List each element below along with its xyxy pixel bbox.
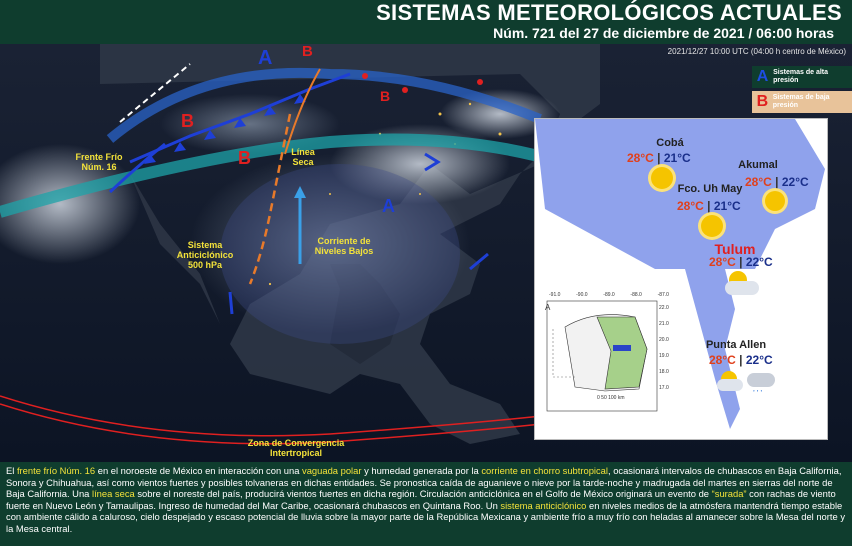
lat-ticks	[659, 305, 669, 391]
temp-max: 28°C	[709, 255, 736, 269]
legend-item-high-pressure	[752, 66, 852, 88]
legend-label: Sistemas de alta presión	[773, 69, 829, 84]
temp-separator: |	[775, 175, 779, 189]
text-segment: sobre el noreste del país, producirá vientos fuertes en dicha región. Circulación anticiclónica en el Golfo de México originará un evento de	[134, 488, 712, 500]
label-linea-seca: Línea Seca	[291, 147, 315, 167]
rain-icon	[717, 369, 777, 399]
highlight-sistema-anticiclonico: sistema anticiclónico	[500, 499, 587, 511]
header-bar	[0, 0, 852, 44]
temp-max: 28°C	[709, 353, 736, 367]
highlight-frente-frio: frente frío Núm. 16	[16, 465, 96, 476]
lon-ticks	[549, 292, 669, 298]
temp-min: 22°C	[781, 175, 809, 189]
cloud-part	[747, 373, 775, 387]
city-punta-allen: Punta Allen	[705, 339, 767, 351]
label-sistema-anticiclonico: Sistema Anticiclónico 500 hPa	[176, 240, 234, 270]
study-area-highlight	[613, 345, 631, 351]
text-segment: El	[6, 465, 17, 476]
high-pressure-icon: A	[756, 68, 769, 85]
cloud-part	[725, 281, 759, 295]
quintana-roo-inset	[534, 118, 828, 440]
high-pressure-symbol: A	[382, 196, 395, 216]
lat-tick: 17.0	[659, 385, 669, 391]
page-title: SISTEMAS METEOROLÓGICOS ACTUALES	[376, 0, 842, 25]
partly-cloudy-icon	[725, 271, 759, 297]
legend-label: Sistemas de baja presión	[772, 94, 830, 109]
raindrops: ’ ’ ’	[753, 389, 763, 398]
highlight-surada: “surada”	[711, 488, 747, 500]
label-corriente-niveles-bajos: Corriente de Niveles Bajos	[314, 236, 374, 256]
temp-separator: |	[739, 255, 743, 269]
image-timestamp: 2021/12/27 10:00 UTC (04:00 h centro de México)	[667, 47, 846, 56]
text-segment: , ocasionará intervalos de chubascos en Baja California, Sonora y Chihuahua, así como vientos fuertes y posibles tolvaneras en dichas entidades. Se pronostica caída de aguanieve o nieve por la tarde-noche y madrugada del martes en sierras del norte de Baja California. Una	[6, 465, 842, 500]
bulletin-subtitle: Núm. 721 del 27 de diciembre de 2021 / 06:00 horas	[493, 25, 834, 41]
scale-bar: 0 50 100 km	[597, 395, 625, 401]
lon-tick: -87.0	[657, 292, 669, 298]
footer-strip	[0, 546, 852, 558]
sun-icon	[765, 191, 785, 211]
temp-min: 21°C	[713, 199, 741, 213]
low-pressure-symbol: B	[380, 88, 391, 104]
lon-tick: -88.0	[630, 292, 642, 298]
temp-max: 28°C	[627, 151, 654, 165]
temp-tulum	[709, 255, 773, 269]
text-segment: en niveles medios de la atmósfera mantendrá tiempo estable con ambiente cálido a caluroso, cielo despejado y escaso potencial de lluvia sobre la mayor parte de la República Mexicana y ambiente frío a muy frío con heladas al amanecer sobre la Mesa del norte y la Mesa central.	[6, 499, 846, 534]
temp-separator: |	[657, 151, 661, 165]
temp-coba	[627, 151, 691, 165]
city-akumal: Akumal	[738, 159, 778, 171]
low-pressure-symbol: B	[181, 111, 194, 131]
temp-max: 28°C	[745, 175, 772, 189]
temp-separator: |	[707, 199, 711, 213]
lat-tick: 18.0	[659, 369, 669, 375]
inset-map	[535, 119, 829, 441]
lon-tick: -90.0	[576, 292, 588, 298]
lon-tick: -91.0	[549, 292, 561, 298]
city-tulum: Tulum	[714, 241, 756, 257]
legend-item-low-pressure	[752, 91, 852, 113]
city-fco-uh-may: Fco. Uh May	[677, 183, 743, 195]
sun-icon	[651, 167, 673, 189]
text-segment: en el noroeste de México en interacción con una	[95, 465, 303, 476]
temp-akumal	[745, 175, 809, 189]
highlight-linea-seca: línea seca	[91, 488, 135, 500]
lat-tick: 21.0	[659, 321, 669, 327]
label-frente-frio: Frente Frío Núm. 16	[75, 152, 123, 172]
temp-min: 22°C	[745, 353, 773, 367]
temp-max: 28°C	[677, 199, 704, 213]
highlight-vaguada-polar: vaguada polar	[302, 465, 362, 476]
high-pressure-symbol: A	[258, 47, 273, 69]
city-coba: Cobá	[656, 137, 684, 149]
temp-punta-allen	[709, 353, 773, 367]
text-segment: con rachas de viento fuerte en Nuevo León y Tamaulipas. Ingreso de humedad del Mar Caribe, ocasionará chubascos en Quintana Roo. Un	[6, 488, 836, 511]
lat-tick: 19.0	[659, 353, 669, 359]
text-segment: y humedad generada por la	[361, 465, 482, 476]
legend	[752, 66, 852, 116]
circulation-arrow	[230, 292, 232, 314]
temp-separator: |	[739, 353, 743, 367]
cloud-part	[717, 379, 743, 391]
forecast-description	[0, 462, 852, 558]
lat-tick: 20.0	[659, 337, 669, 343]
low-pressure-symbol: B	[238, 148, 251, 168]
north-arrow-icon: A	[545, 303, 551, 312]
temp-fco-uh-may	[677, 199, 741, 213]
low-pressure-icon: B	[756, 93, 769, 110]
lon-tick: -89.0	[603, 292, 615, 298]
temp-min: 22°C	[745, 255, 773, 269]
highlight-corriente-chorro: corriente en chorro subtropical	[481, 465, 608, 476]
low-pressure-symbol: B	[302, 44, 313, 60]
lat-tick: 22.0	[659, 305, 669, 311]
temp-min: 21°C	[663, 151, 691, 165]
label-zona-convergencia: Zona de Convergencia Intertropical	[247, 438, 345, 458]
sun-icon	[701, 215, 723, 237]
